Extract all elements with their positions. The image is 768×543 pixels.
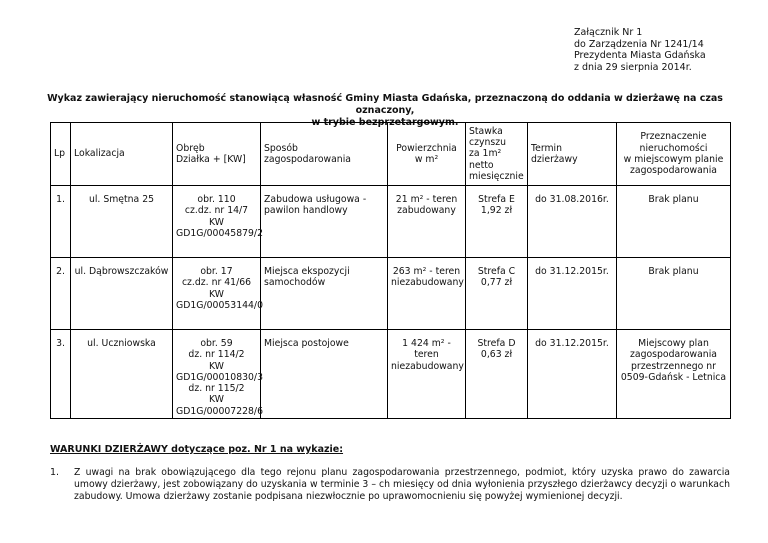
- cell-rate: Strefa C 0,77 zł: [466, 258, 528, 330]
- conditions-heading: WARUNKI DZIERŻAWY dotyczące poz. Nr 1 na wykazie:: [50, 444, 344, 455]
- cell-area: 21 m² - teren zabudowany: [388, 186, 466, 258]
- cell-precinct: obr. 59 dz. nr 114/2 KW GD1G/00010830/3 dz. nr 115/2 KW GD1G/00007228/6: [173, 330, 261, 419]
- header-purpose: Przeznaczenie nieruchomości w miejscowym planie zagospodarowania: [617, 123, 731, 186]
- header-precinct: Obręb Działka + [KW]: [173, 123, 261, 186]
- cell-area: 1 424 m² - teren niezabudowany: [388, 330, 466, 419]
- annex-line-2: do Zarządzenia Nr 1241/14: [574, 38, 704, 50]
- cell-location: ul. Smętna 25: [71, 186, 173, 258]
- property-table: [50, 122, 731, 419]
- cell-lp: 1.: [51, 186, 71, 258]
- annex-line-1: Załącznik Nr 1: [574, 27, 643, 38]
- header-lp: Lp: [51, 123, 71, 186]
- cell-precinct: obr. 17 cz.dz. nr 41/66 KW GD1G/00053144/0: [173, 258, 261, 330]
- cell-term: do 31.12.2015r.: [528, 258, 617, 330]
- table-header-row: [51, 123, 731, 186]
- header-area: Powierzchnia w m²: [388, 123, 466, 186]
- cell-area: 263 m² - teren niezabudowany: [388, 258, 466, 330]
- annex-header: [574, 27, 706, 73]
- cell-purpose: Miejscowy plan zagospodarowania przestrzennego nr 0509-Gdańsk - Letnica: [617, 330, 731, 419]
- cell-purpose: Brak planu: [617, 258, 731, 330]
- annex-line-3: Prezydenta Miasta Gdańska: [574, 50, 706, 61]
- cell-purpose: Brak planu: [617, 186, 731, 258]
- cell-use: Miejsca ekspozycji samochodów: [261, 258, 388, 330]
- header-use: Sposób zagospodarowania: [261, 123, 388, 186]
- table-row: [51, 330, 731, 419]
- condition-text: Z uwagi na brak obowiązującego dla tego rejonu planu zagospodarowania przestrzennego, podmiot, który uzyska prawo do zawarcia umowy dzierżawy, jest zobowiązany do uzyskania w terminie 3 – ch miesięcy od dnia wyłonienia przyszłego dzierżawcy decyzji o warunkach zabudowy. Umowa dzierżawy zostanie podpisana niezwłocznie po uprawomocnieniu się powyżej wymienionej decyzji.: [74, 467, 730, 503]
- cell-term: do 31.08.2016r.: [528, 186, 617, 258]
- cell-rate: Strefa D 0,63 zł: [466, 330, 528, 419]
- cell-rate: Strefa E 1,92 zł: [466, 186, 528, 258]
- condition-number: 1.: [50, 467, 60, 478]
- cell-use: Miejsca postojowe: [261, 330, 388, 419]
- cell-lp: 3.: [51, 330, 71, 419]
- cell-lp: 2.: [51, 258, 71, 330]
- table-row: [51, 258, 731, 330]
- header-term: Termin dzierżawy: [528, 123, 617, 186]
- cell-location: ul. Uczniowska: [71, 330, 173, 419]
- cell-location: ul. Dąbrowszczaków: [71, 258, 173, 330]
- header-rate: Stawka czynszu za 1m² netto miesięcznie: [466, 123, 528, 186]
- title-line-1: Wykaz zawierający nieruchomość stanowiącą własność Gminy Miasta Gdańska, przeznaczoną do oddania w dzierżawę na czas oznaczony,: [47, 93, 723, 116]
- cell-use: Zabudowa usługowa - pawilon handlowy: [261, 186, 388, 258]
- table-row: [51, 186, 731, 258]
- title-line-2: w trybie bezprzetargowym.: [311, 117, 459, 128]
- annex-line-4: z dnia 29 sierpnia 2014r.: [574, 61, 692, 73]
- cell-term: do 31.12.2015r.: [528, 330, 617, 419]
- cell-precinct: obr. 110 cz.dz. nr 14/7 KW GD1G/00045879/2: [173, 186, 261, 258]
- header-location: Lokalizacja: [71, 123, 173, 186]
